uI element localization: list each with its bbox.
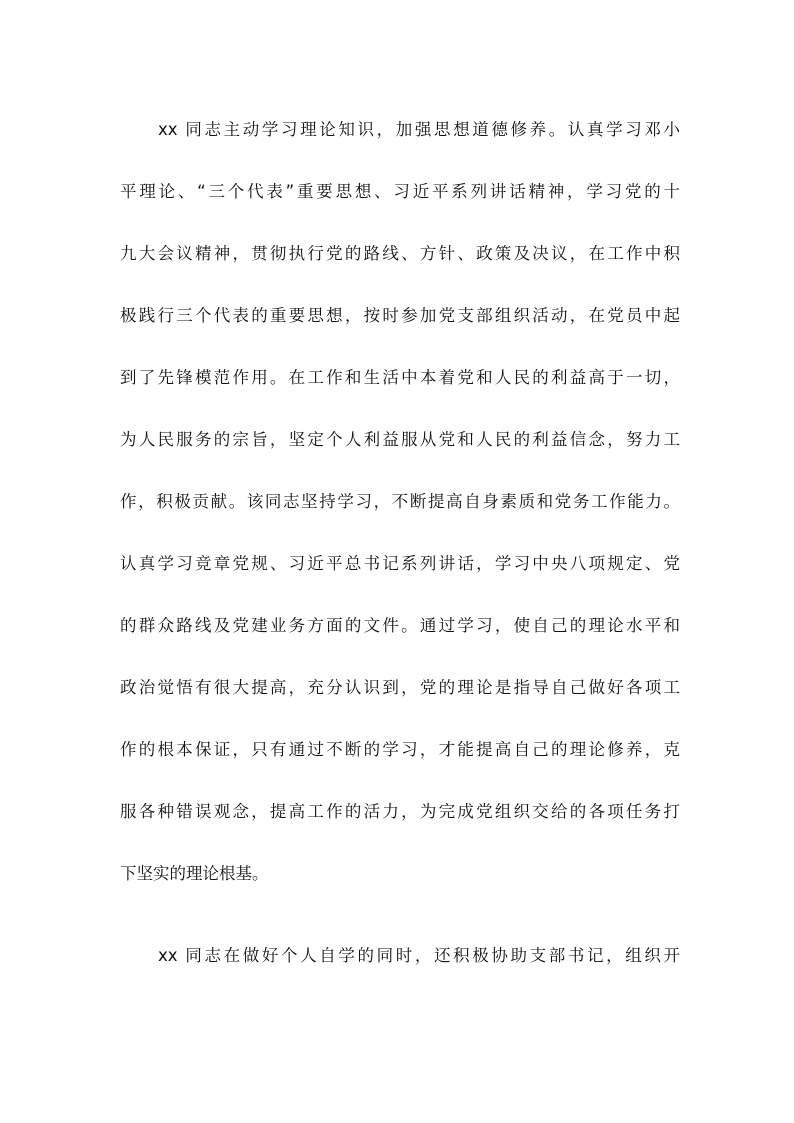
paragraph-1-line-7: 作，积极贡献。该同志坚持学习，不断提高自身素质和党务工作能力。 bbox=[120, 492, 680, 511]
paragraph-1-line-5: 到了先锋模范作用。在工作和生活中本着党和人民的利益高于一切， bbox=[120, 368, 680, 387]
paragraph-1-line-3: 九大会议精神，贯彻执行党的路线、方针、政策及决议，在工作中积 bbox=[120, 244, 680, 263]
paragraph-1-line-1: xx 同志主动学习理论知识，加强思想道德修养。认真学习邓小 bbox=[158, 120, 680, 139]
paragraph-1-line-12: 服各种错误观念，提高工作的活力，为完成党组织交给的各项任务打 bbox=[120, 802, 680, 821]
paragraph-2-line-1: xx 同志在做好个人自学的同时，还积极协助支部书记，组织开 bbox=[158, 946, 680, 965]
paragraph-1-line-9: 的群众路线及党建业务方面的文件。通过学习，使自己的理论水平和 bbox=[120, 616, 680, 635]
paragraph-1-line-11: 作的根本保证，只有通过不断的学习，才能提高自己的理论修养，克 bbox=[120, 740, 680, 759]
paragraph-1-line-6: 为人民服务的宗旨，坚定个人利益服从党和人民的利益信念，努力工 bbox=[120, 430, 680, 449]
paragraph-1-line-10: 政治觉悟有很大提高，充分认识到，党的理论是指导自己做好各项工 bbox=[120, 678, 680, 697]
paragraph-1-line-8: 认真学习竞章党规、习近平总书记系列讲话，学习中央八项规定、党 bbox=[120, 554, 680, 573]
paragraph-1-line-4: 极践行三个代表的重要思想，按时参加党支部组织活动，在党员中起 bbox=[120, 306, 680, 325]
paragraph-1-line-13: 下坚实的理论根基。 bbox=[120, 864, 269, 883]
paragraph-1-line-2: 平理论、“三个代表”重要思想、习近平系列讲话精神，学习党的十 bbox=[120, 182, 680, 201]
